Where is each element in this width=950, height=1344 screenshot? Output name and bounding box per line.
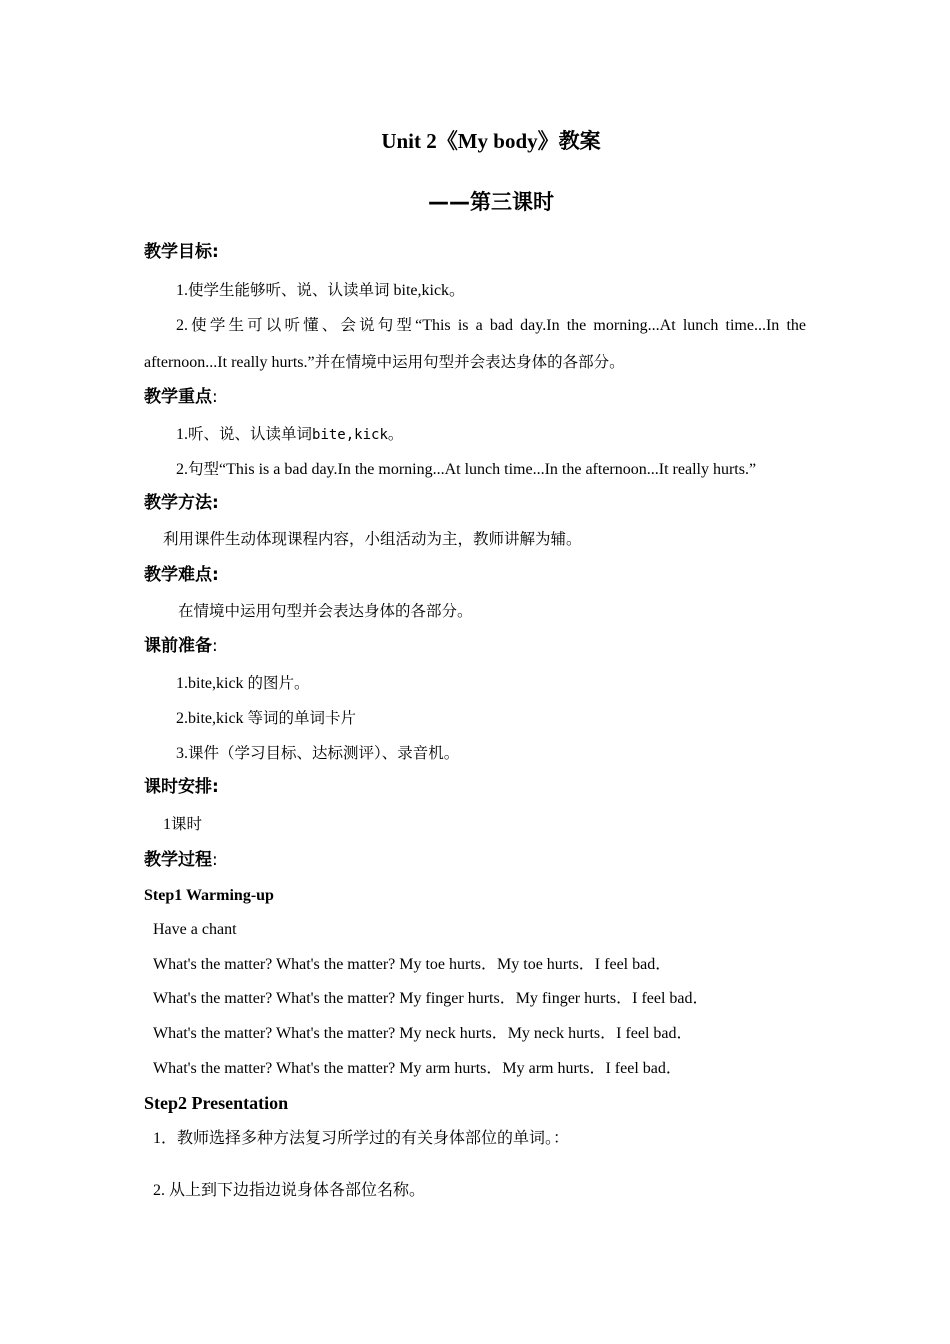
preparation-item-2-text: 等词的单词卡片	[247, 709, 357, 727]
process-heading-colon: :	[212, 850, 218, 870]
goal-item-2	[176, 315, 806, 336]
chant-line-1: What's the matter? What's the matter? My toe hurts．My toe hurts．I feel bad．	[153, 956, 672, 973]
step1-title: Step1 Warming-up	[144, 887, 274, 904]
preparation-item-3-text: 课件（学习目标、达标测评）、录音机。	[188, 744, 460, 762]
step2-item-2: 2. 从上到下边指边说身体各部位名称。	[153, 1182, 426, 1199]
methods-text: 利用课件生动体现课程内容，小组活动为主，教师讲解为辅。	[163, 530, 582, 548]
difficulties-heading: 教学难点:	[144, 565, 219, 585]
key-point-item-2-sentence: “This is a bad day.In the morning...At lunch time...In the afternoon...It really hurts.”	[219, 461, 757, 478]
process-heading	[144, 849, 218, 871]
chant-line-3: What's the matter? What's the matter? My neck hurts．My neck hurts．I feel bad．	[153, 1025, 693, 1042]
key-point-item-1-end: 。	[387, 425, 404, 443]
document-title: Unit 2《My body》教案	[381, 129, 601, 153]
step2-title: Step2 Presentation	[144, 1093, 289, 1113]
goal-item-2-number: 2.	[176, 317, 188, 334]
chant-line-2: What's the matter? What's the matter? My finger hurts．My finger hurts．I feel bad．	[153, 990, 709, 1007]
preparation-heading-text: 课前准备	[144, 636, 212, 656]
schedule-unit: 课时	[171, 815, 203, 833]
key-points-heading-text: 教学重点	[144, 387, 212, 407]
key-points-heading-colon: :	[212, 387, 218, 407]
preparation-item-3-number: 3.	[176, 745, 188, 762]
preparation-item-1-number: 1.	[176, 675, 188, 692]
difficulties-text: 在情境中运用句型并会表达身体的各部分。	[178, 602, 473, 620]
goal-item-2-text: 使学生可以听懂、会说句型	[188, 316, 416, 334]
key-point-item-2	[176, 459, 756, 480]
key-point-item-1-words: bite,kick	[312, 427, 388, 443]
preparation-item-2	[176, 708, 356, 729]
preparation-item-2-words: bite,kick	[188, 710, 248, 727]
preparation-item-1-text: 的图片。	[247, 674, 310, 692]
methods-heading: 教学方法:	[144, 493, 219, 513]
preparation-heading	[144, 635, 218, 657]
key-points-heading	[144, 386, 218, 408]
goal-item-1-number: 1.	[176, 282, 188, 299]
goal-item-1	[176, 280, 465, 301]
key-point-item-2-number: 2.	[176, 461, 188, 478]
schedule-number: 1	[163, 816, 171, 833]
preparation-item-1	[176, 673, 310, 694]
document-subtitle: ——第三课时	[428, 190, 554, 214]
goal-item-2-sentence: “This is a bad day.In the morning...At lunch time...In the	[415, 317, 806, 334]
key-point-item-1-text: 听、说、认读单词	[188, 425, 313, 443]
key-point-item-1-number: 1.	[176, 426, 188, 443]
preparation-heading-colon: :	[212, 636, 218, 656]
preparation-item-3	[176, 743, 459, 764]
schedule-heading: 课时安排:	[144, 777, 219, 797]
key-point-item-1	[176, 424, 403, 445]
goals-heading: 教学目标:	[144, 242, 219, 262]
chant-title: Have a chant	[153, 921, 237, 938]
goal-item-2-description: 并在情境中运用句型并会表达身体的各部分。	[314, 353, 625, 371]
goal-item-1-words: bite,kick。	[389, 282, 466, 299]
schedule-text	[163, 814, 202, 835]
chant-line-4: What's the matter? What's the matter? My arm hurts．My arm hurts．I feel bad．	[153, 1060, 682, 1077]
key-point-item-2-text: 句型	[188, 460, 220, 478]
step2-item-1: 1．教师选择多种方法复习所学过的有关身体部位的单词。：	[153, 1130, 570, 1147]
preparation-item-1-words: bite,kick	[188, 675, 248, 692]
goal-item-2-continued	[144, 352, 625, 373]
goal-item-2-sentence-end: afternoon...It really hurts.”	[144, 354, 315, 371]
preparation-item-2-number: 2.	[176, 710, 188, 727]
process-heading-text: 教学过程	[144, 850, 212, 870]
goal-item-1-text: 使学生能够听、说、认读单词	[188, 281, 390, 299]
